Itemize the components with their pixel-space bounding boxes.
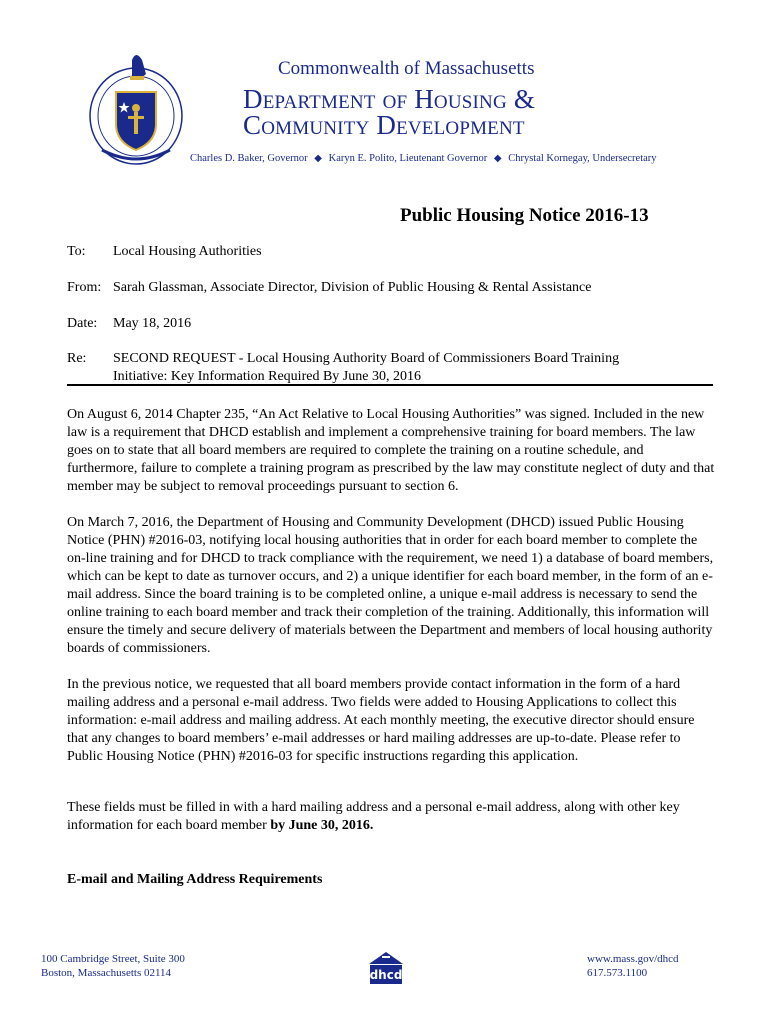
governor: Charles D. Baker, Governor <box>190 153 308 164</box>
header-divider <box>67 384 713 386</box>
re-line-1: SECOND REQUEST - Local Housing Authority Board of Commissioners Board Training <box>113 351 620 366</box>
notice-title: Public Housing Notice 2016-13 <box>400 205 649 226</box>
paragraph-3: In the previous notice, we requested that all board members provide contact information in the form of a hard mailing address and a personal e-mail address. Two fields were added to Housing Applications to collect this information: e-mail address and mailing address. At each monthly meeting, the executive director should ensure that any changes to board members’ e-mail addresses or hard mailing addresses are up-to-date. Please refer to Public Housing Notice (PHN) #2016-03 for specific instructions regarding this application. <box>67 677 695 764</box>
date-label: Date: <box>67 316 98 331</box>
officials-line <box>190 153 657 164</box>
date-value: May 18, 2016 <box>113 316 192 331</box>
to-label: To: <box>67 244 86 259</box>
lieutenant-governor: Karyn E. Polito, Lieutenant Governor <box>328 153 488 164</box>
agency-name: Commonwealth of Massachusetts <box>278 58 535 79</box>
department-name <box>243 86 535 138</box>
department-line-1: Department of Housing & <box>243 84 536 114</box>
paragraph-4 <box>67 799 717 835</box>
undersecretary: Chrystal Kornegay, Undersecretary <box>508 153 657 164</box>
address-line-1: 100 Cambridge Street, Suite 300 <box>41 953 185 965</box>
phone-number: 617.573.1100 <box>587 967 648 979</box>
separator-icon: ◆ <box>314 153 322 164</box>
logo-text: dhcd <box>369 968 403 982</box>
from-label: From: <box>67 280 102 295</box>
section-heading: E-mail and Mailing Address Requirements <box>67 872 323 887</box>
footer-address <box>41 952 185 980</box>
to-value: Local Housing Authorities <box>113 244 262 259</box>
paragraph-4-text: These fields must be filled in with a hard mailing address and a personal e-mail address, along with other key information for each board member <box>67 800 680 833</box>
re-label: Re: <box>67 351 87 366</box>
re-line-2: Initiative: Key Information Required By June 30, 2016 <box>113 369 421 384</box>
paragraph-1: On August 6, 2014 Chapter 235, “An Act Relative to Local Housing Authorities” was signed. Included in the new law is a requirement that DHCD establish and implement a comprehensive training for board members. The law goes on to state that all board members are required to complete the training on a routine schedule, and furthermore, failure to complete a training program as prescribed by the law may constitute neglect of duty and that member may be subject to removal proceedings pursuant to section 6. <box>67 407 715 494</box>
state-seal <box>88 50 184 168</box>
from-value: Sarah Glassman, Associate Director, Division of Public Housing & Rental Assistance <box>113 280 592 295</box>
footer-contact <box>587 952 679 980</box>
paragraph-2: On March 7, 2016, the Department of Housing and Community Development (DHCD) issued Public Housing Notice (PHN) #2016-03, notifying local housing authorities that in order for each board member to complete the on-line training and for DHCD to track compliance with the requirement, we need 1) a database of board members, which can be kept to date as turnover occurs, and 2) a unique identifier for each board member, in the form of an e-mail address. Since the board training is to be completed online, a unique e-mail address is necessary to send the online training to each board member and track their completion of the training. Additionally, this information will ensure the timely and secure delivery of materials between the Department and members of local housing authority boards of commissioners. <box>67 515 714 656</box>
website-link[interactable]: www.mass.gov/dhcd <box>587 953 679 965</box>
dhcd-logo-icon <box>367 951 405 985</box>
department-line-2: Community Development <box>243 110 525 140</box>
separator-icon: ◆ <box>493 153 502 164</box>
deadline-emphasis: by June 30, 2016. <box>270 818 374 833</box>
address-line-2: Boston, Massachusetts 02114 <box>41 967 172 979</box>
